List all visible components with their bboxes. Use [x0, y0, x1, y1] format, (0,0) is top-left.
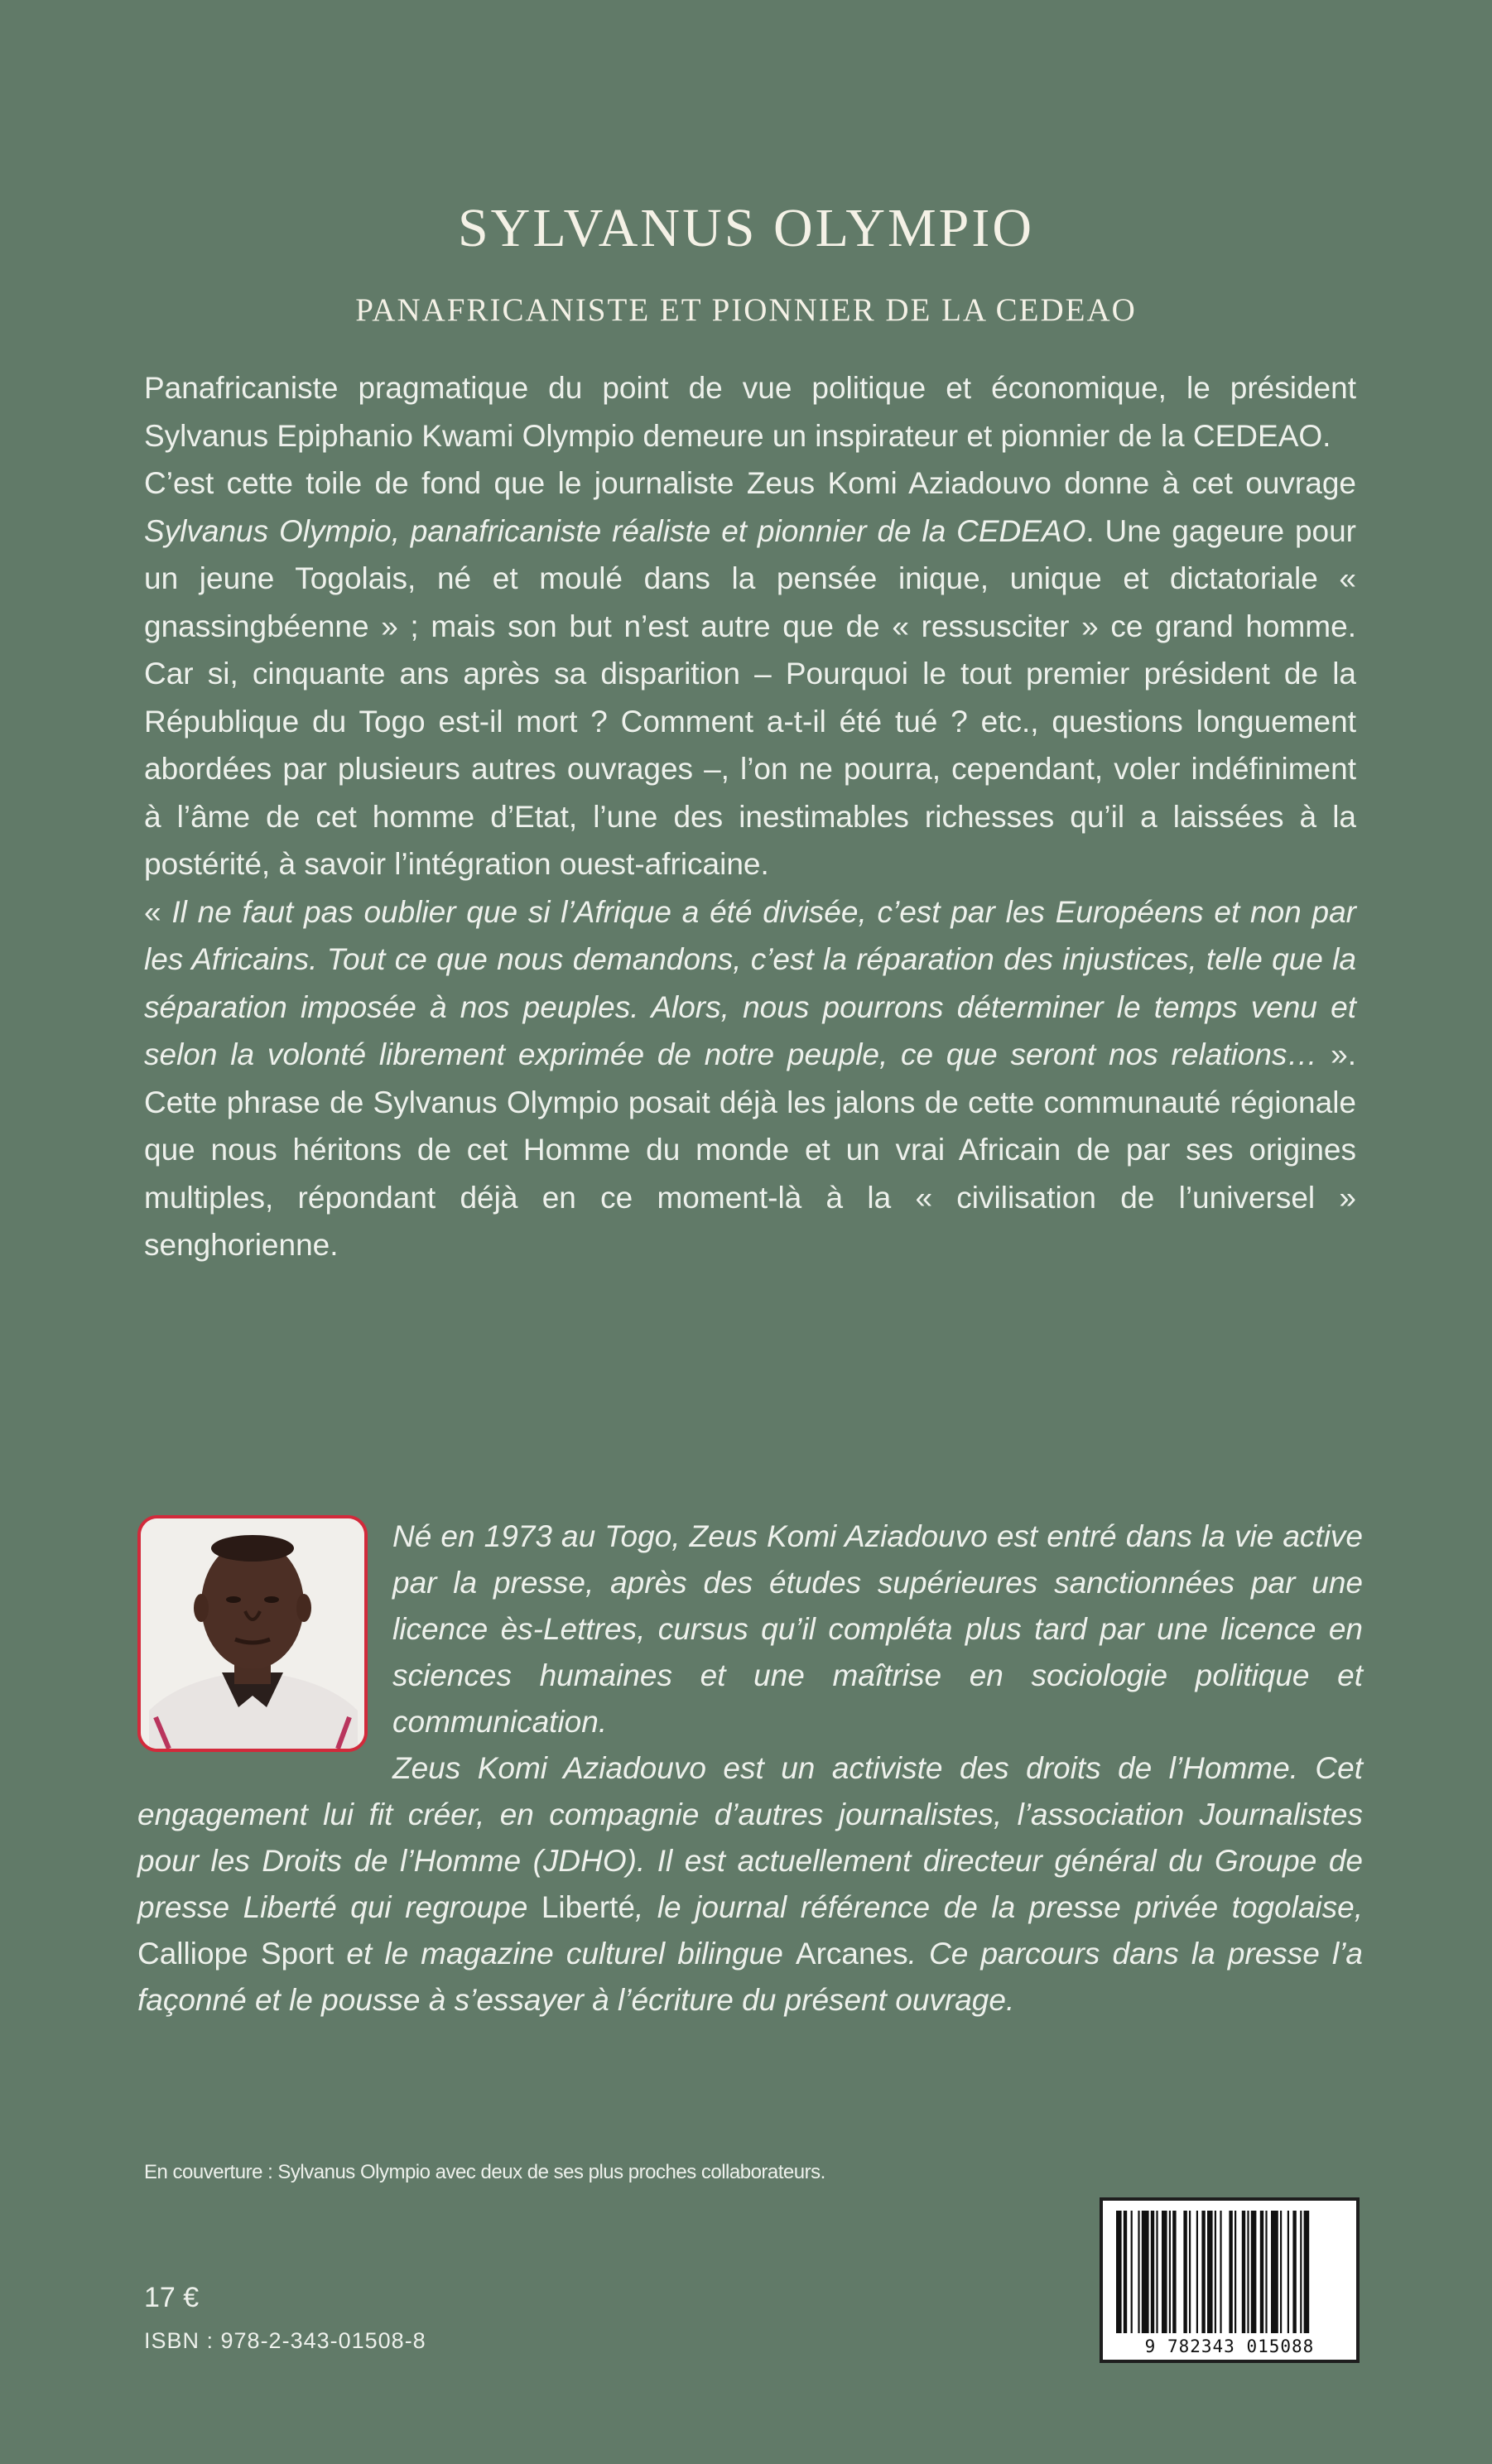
- book-title: SYLVANUS OLYMPIO: [457, 198, 1035, 258]
- summary-text: [144, 364, 1356, 1269]
- barcode-bar: [1271, 2211, 1278, 2333]
- barcode-bars-icon: [1113, 2211, 1346, 2333]
- barcode-bar: [1156, 2211, 1158, 2333]
- summary-p3-end: Cette phrase de Sylvanus Olympio posait déjà les jalons de cette communauté régionale que nous héritons de cet Homme du monde et un vrai Africain de par ses origines multiples, répondant déjà en ce moment-là à la « civilisation de l’universel » senghorienne.: [144, 1085, 1356, 1262]
- summary-paragraph-2: [144, 460, 1356, 888]
- barcode-bar: [1189, 2211, 1191, 2333]
- barcode-bar: [1201, 2211, 1205, 2333]
- summary-book-title: Sylvanus Olympio, panafricaniste réaliste et pionnier de la CEDEAO: [144, 513, 1086, 548]
- barcode-bar: [1229, 2211, 1232, 2333]
- isbn: ISBN : 978-2-343-01508-8: [144, 2328, 426, 2353]
- barcode-bar: [1215, 2211, 1216, 2333]
- author-portrait-icon: [141, 1518, 364, 1749]
- barcode-bar: [1242, 2211, 1245, 2333]
- barcode-bar: [1247, 2211, 1249, 2333]
- barcode: [1100, 2197, 1360, 2363]
- summary-paragraph-1: Panafricaniste pragmatique du point de vue politique et économique, le président Sylvanus Epiphanio Kwami Olympio demeure un inspirateur et pionnier de la CEDEAO.: [144, 371, 1356, 453]
- bio2-arcanes: Arcanes: [795, 1937, 908, 1971]
- author-photo: [137, 1515, 368, 1752]
- bio2-mid: , le journal référence de la presse privée togolaise,: [635, 1890, 1363, 1924]
- bio2-mid2: et le magazine culturel bilingue: [334, 1937, 796, 1971]
- summary-paragraph-3: [144, 888, 1356, 1269]
- barcode-bar: [1138, 2211, 1139, 2333]
- book-subtitle: PANAFRICANISTE ET PIONNIER DE LA CEDEAO: [355, 292, 1137, 328]
- barcode-bar: [1292, 2211, 1296, 2333]
- bio2-liberte: Liberté: [541, 1890, 635, 1924]
- barcode-bar: [1131, 2211, 1133, 2333]
- barcode-bar: [1207, 2211, 1213, 2333]
- cover-caption: En couverture : Sylvanus Olympio avec deux de ses plus proches collaborateurs.: [144, 2161, 825, 2183]
- quote-open-mark: «: [144, 894, 172, 929]
- quote-close-mark: ».: [1317, 1037, 1357, 1071]
- barcode-bar: [1116, 2211, 1122, 2333]
- barcode-bar: [1265, 2211, 1267, 2333]
- barcode-bar: [1124, 2211, 1127, 2333]
- barcode-bar: [1300, 2211, 1302, 2333]
- barcode-bar: [1196, 2211, 1198, 2333]
- olympio-quote: Il ne faut pas oublier que si l’Afrique a été divisée, c’est par les Européens et non par les Africains. Tout ce que nous demandons, c’est la réparation des injustices, telle que la séparation imposée à nos peuples. Alors, nous pourrons déterminer le temps venu et selon la volonté librement exprimée de notre peuple, ce que seront nos relations…: [144, 894, 1356, 1071]
- barcode-bar: [1142, 2211, 1149, 2333]
- price: 17 €: [144, 2282, 200, 2313]
- barcode-bar: [1280, 2211, 1282, 2333]
- summary-p2-end: . Une gageure pour un jeune Togolais, né et moulé dans la pensée inique, unique et dictatoriale « gnassingbéenne » ; mais son but n’est autre que de « ressusciter » ce grand homme. Car si, cinquante ans après sa disparition – Pourquoi le tout premier président de la République du Togo est-il mort ? Comment a-t-il été tué ? etc., questions longuement abordées par plusieurs autres ouvrages –, l’on ne pourra, cependant, voler indéfiniment à l’âme de cet homme d’Etat, l’une des inestimables richesses qu’il a laissées à la postérité, à savoir l’intégration ouest-africaine.: [144, 513, 1357, 881]
- barcode-bar: [1162, 2211, 1167, 2333]
- barcode-bar: [1260, 2211, 1263, 2333]
- author-bio-1: Né en 1973 au Togo, Zeus Komi Aziadouvo est entré dans la vie active par la presse, après des études supérieures sanctionnées par une licence ès-Lettres, cursus qu’il compléta plus tard par une licence en sciences humaines et une maîtrise en sociologie politique et communication.: [392, 1519, 1363, 1739]
- author-section: [137, 1514, 1363, 2024]
- bio2-start: Zeus Komi Aziadouvo est un activiste des droits de l’Homme. Cet engagement lui fit créer, en compagnie d’autres journalistes, l’association Journalistes pour les Droits de l’Homme (JDHO). Il est actuellement directeur général du Groupe de presse Liberté qui regroupe: [137, 1751, 1363, 1924]
- barcode-bar: [1183, 2211, 1186, 2333]
- barcode-bar: [1220, 2211, 1221, 2333]
- barcode-number: 9 782343 015088: [1144, 2336, 1315, 2356]
- barcode-bar: [1172, 2211, 1176, 2333]
- author-bio-2: [137, 1745, 1363, 2024]
- barcode-bar: [1151, 2211, 1154, 2333]
- barcode-bar: [1251, 2211, 1257, 2333]
- barcode-bar: [1287, 2211, 1289, 2333]
- barcode-bar: [1304, 2211, 1310, 2333]
- barcode-bar: [1169, 2211, 1171, 2333]
- summary-p2-start: C’est cette toile de fond que le journaliste Zeus Komi Aziadouvo donne à cet ouvrage: [144, 466, 1356, 500]
- bio2-calliope: Calliope Sport: [137, 1937, 334, 1971]
- barcode-bar: [1235, 2211, 1236, 2333]
- bio2-end: . Ce parcours dans la presse l’a façonné et le pousse à s’essayer à l’écriture du présent ouvrage.: [137, 1937, 1364, 2017]
